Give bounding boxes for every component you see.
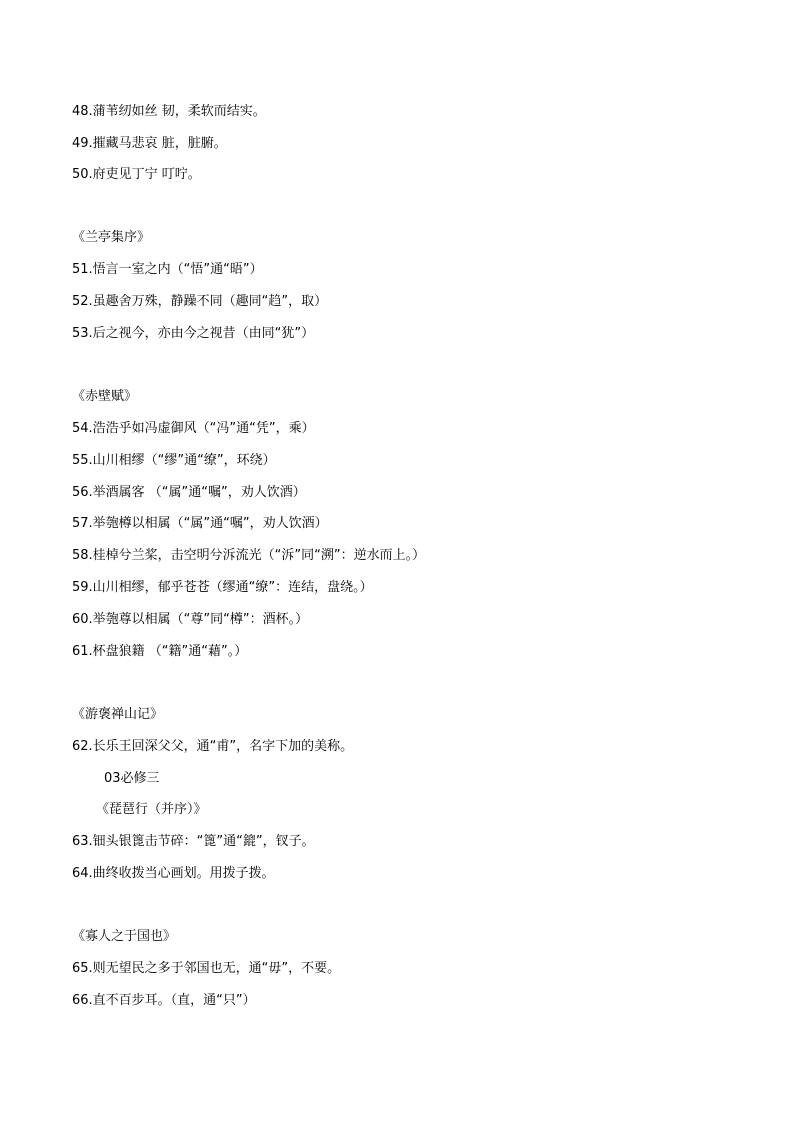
section-heading-lantingjixu: 《兰亭集序》 [72,230,151,245]
entry-51: 51.悟言一室之内（“悟”通“晤”） [72,262,263,277]
entry-61: 61.杯盘狼籍 （“籍”通“藉”。） [72,644,248,659]
section-heading-chibifu: 《赤壁赋》 [72,389,138,404]
entry-49: 49.摧藏马悲哀 脏，脏腑。 [72,136,227,151]
entry-64: 64.曲终收拨当心画划。用拨子拨。 [72,866,275,881]
entry-65: 65.则无望民之多于邻国也无，通“毋”，不要。 [72,961,341,976]
entry-50: 50.府吏见丁宁 叮咛。 [72,167,201,182]
entry-58: 58.桂棹兮兰桨，击空明兮泝流光（“泝”同“溯”：逆水而上。） [72,548,426,563]
entry-54: 54.浩浩乎如冯虚御风（“冯”通“凭”，乘） [72,421,315,436]
entry-63: 63.钿头银篦击节碎：“篦”通“鎞”，钗子。 [72,834,315,849]
entry-56: 56.举酒属客 （“属”通“嘱”，劝人饮酒） [72,485,306,500]
entry-55: 55.山川相缪（“缪”通“缭”，环绕） [72,453,276,468]
section-heading-pipaxing: 《琵琶行（并序）》 [96,802,207,817]
entry-59: 59.山川相缪，郁乎苍苍（缪通“缭”：连结，盘绕。） [72,580,373,595]
section-heading-guarenzhiyuguoye: 《寡人之于国也》 [72,929,177,944]
entry-60: 60.举匏尊以相属（“尊”同“樽”：酒杯。） [72,612,309,627]
entry-66: 66.直不百步耳。（直，通“只”） [72,993,256,1008]
entry-62: 62.长乐王回深父父，通“甫”，名字下加的美称。 [72,739,354,754]
entry-57: 57.举匏樽以相属（“属”通“嘱”，劝人饮酒） [72,516,328,531]
entry-53: 53.后之视今，亦由今之视昔（由同“犹”） [72,326,315,341]
section-heading-youbaochanshanji: 《游褒禅山记》 [72,707,164,722]
entry-48: 48.蒲苇纫如丝 韧，柔软而结实。 [72,104,266,119]
entry-52: 52.虽趣舍万殊，静躁不同（趣同“趋”，取） [72,294,328,309]
subheading-bixiu-san: 03必修三 [104,771,160,786]
